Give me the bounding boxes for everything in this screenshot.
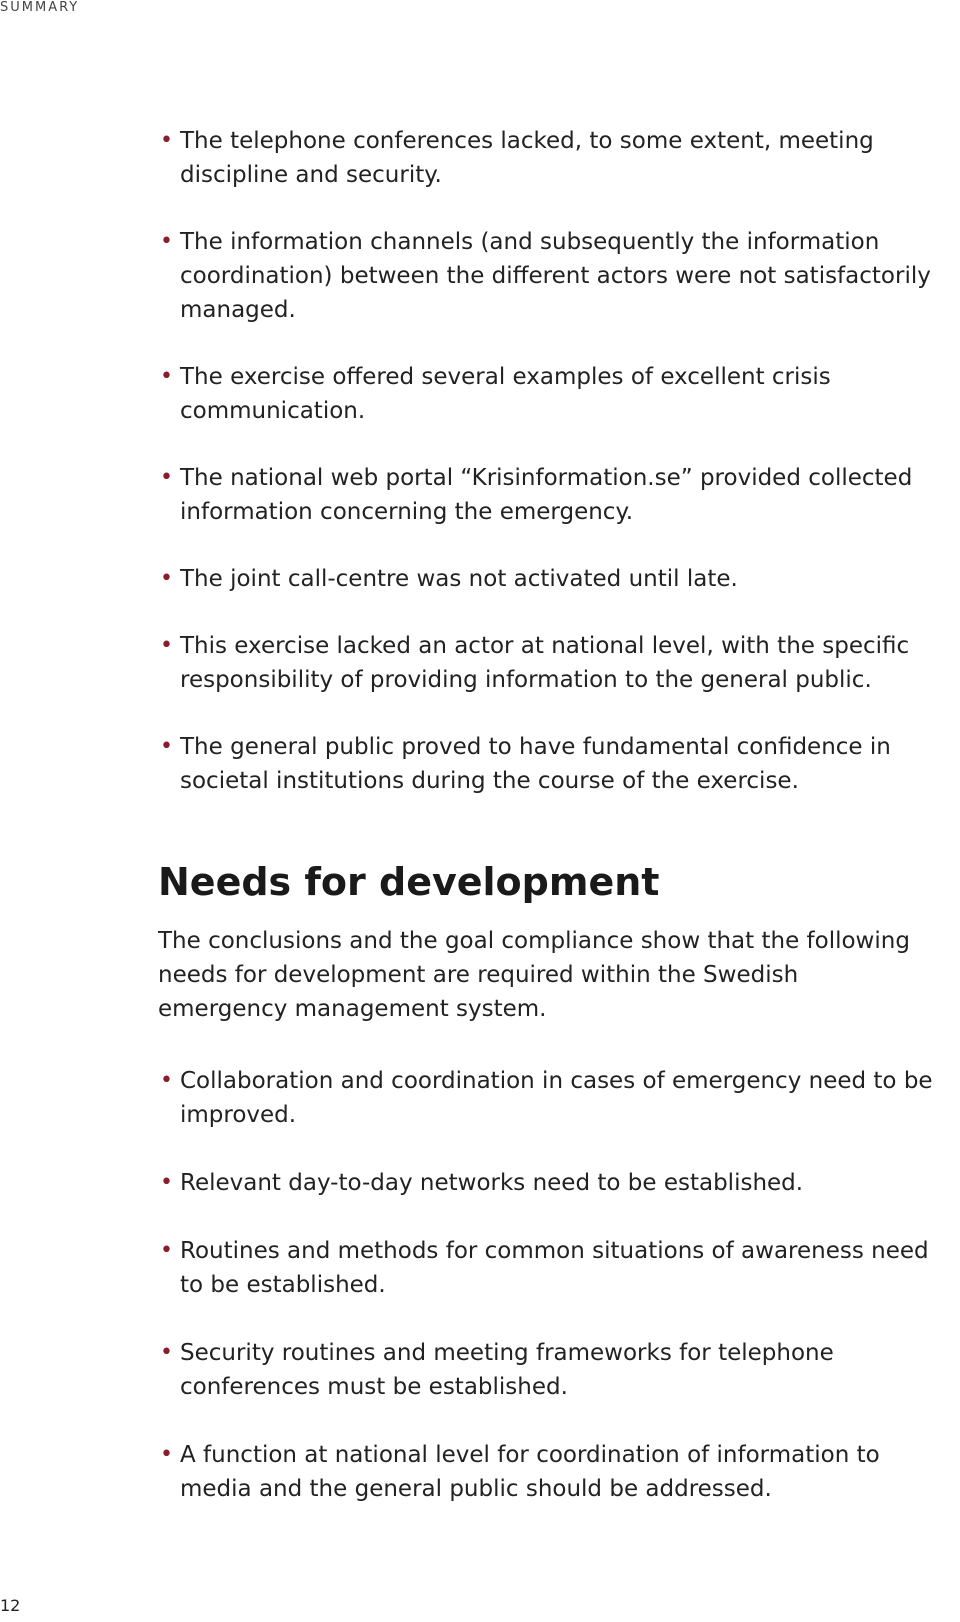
list-item	[158, 461, 958, 529]
bullet-icon: •	[160, 1340, 173, 1365]
list-item-text: Relevant day-to-day networks need to be established.	[180, 1170, 804, 1196]
bullet-icon: •	[160, 465, 173, 490]
list-item	[158, 124, 958, 192]
list-item	[158, 360, 958, 428]
list-item	[158, 1064, 958, 1132]
list-item-text: This exercise lacked an actor at national level, with the specific responsibility of providing information to the general public.	[180, 633, 910, 693]
list-item	[158, 1438, 958, 1506]
bullet-icon: •	[160, 633, 173, 658]
bullet-icon: •	[160, 1238, 173, 1263]
development-needs-list	[158, 1064, 958, 1540]
list-item-text: The telephone conferences lacked, to some extent, meeting discipline and security.	[180, 128, 874, 188]
list-item	[158, 629, 958, 697]
list-item	[158, 1166, 958, 1200]
page-number: 12	[0, 1596, 21, 1615]
bullet-icon: •	[160, 229, 173, 254]
bullet-icon: •	[160, 734, 173, 759]
list-item-text: Collaboration and coordination in cases of emergency need to be improved.	[180, 1068, 933, 1128]
bullet-icon: •	[160, 566, 173, 591]
section-heading: Needs for development	[158, 860, 660, 904]
list-item-text: The information channels (and subsequently the information coordination) between the different actors were not satisfactorily managed.	[180, 229, 931, 323]
bullet-icon: •	[160, 364, 173, 389]
bullet-icon: •	[160, 128, 173, 153]
bullet-icon: •	[160, 1068, 173, 1093]
conclusions-list	[158, 124, 958, 831]
bullet-icon: •	[160, 1442, 173, 1467]
list-item-text: The general public proved to have fundamental confidence in societal institutions during the course of the exercise.	[180, 734, 891, 794]
list-item-text: The exercise offered several examples of excellent crisis communication.	[180, 364, 831, 424]
running-header: SUMMARY	[0, 0, 80, 15]
list-item	[158, 1336, 958, 1404]
list-item-text: The joint call-centre was not activated until late.	[180, 566, 738, 592]
list-item	[158, 225, 958, 327]
bullet-icon: •	[160, 1170, 173, 1195]
list-item	[158, 562, 958, 596]
list-item-text: Routines and methods for common situations of awareness need to be established.	[180, 1238, 929, 1298]
list-item-text: The national web portal “Krisinformation.se” provided collected information concerning the emergency.	[180, 465, 913, 525]
list-item	[158, 730, 958, 798]
section-intro: The conclusions and the goal compliance show that the following needs for development are required within the Swedish emergency management system.	[158, 928, 910, 1022]
list-item	[158, 1234, 958, 1302]
list-item-text: A function at national level for coordination of information to media and the general public should be addressed.	[180, 1442, 880, 1502]
list-item-text: Security routines and meeting frameworks for telephone conferences must be established.	[180, 1340, 834, 1400]
